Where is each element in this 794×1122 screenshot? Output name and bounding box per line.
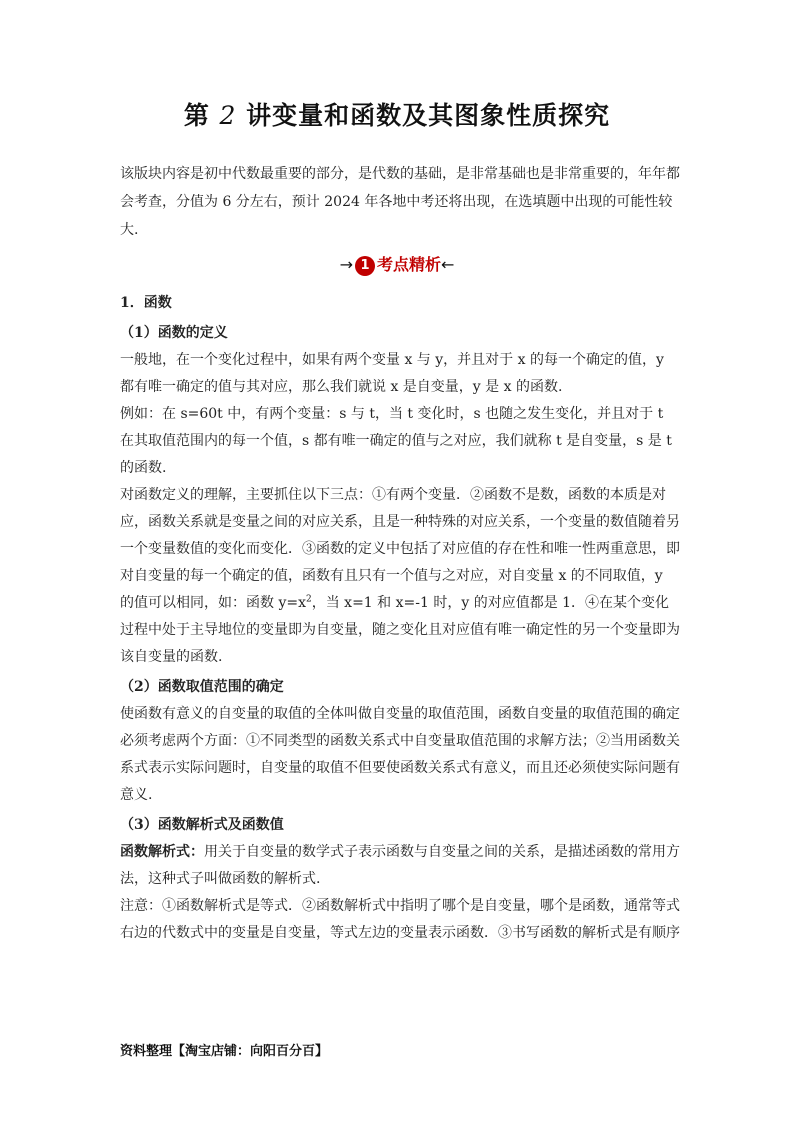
intro-paragraph: 该版块内容是初中代数最重要的部分，是代数的基础，是非常基础也是非常重要的，年年都会考查，分值为 6 分左右，预计 2024 年各地中考还将出现，在选填题中出现的可能性较大. bbox=[120, 166, 680, 238]
section-heading-function: 1．函数 bbox=[120, 295, 172, 311]
understanding-paragraph bbox=[120, 482, 680, 671]
banner-label: 考点精析 bbox=[376, 255, 441, 274]
title-number: 2 bbox=[219, 101, 237, 130]
expression-term: 函数解析式： bbox=[120, 844, 204, 860]
left-arrow-icon: ← bbox=[441, 255, 455, 274]
example-paragraph: 例如：在 s=60t 中，有两个变量：s 与 t，当 t 变化时，s 也随之发生变化，并且对于 t 在其取值范围内的每一个值，s 都有唯一确定的值与之对应，我们就称 t 是自变量，s 是 t 的函数. bbox=[120, 406, 672, 476]
title-suffix: 讲变量和函数及其图象性质探究 bbox=[246, 101, 611, 130]
right-arrow-icon: → bbox=[339, 255, 353, 274]
circle-number-badge: 1 bbox=[355, 256, 375, 276]
understanding-text-a: 对函数定义的理解，主要抓住以下三点：①有两个变量．②函数不是数，函数的本质是对应，函数关系就是变量之间的对应关系，且是一种特殊的对应关系，一个变量的数值随着另一个变量数值的变化而变化．③函数的定义中包括了对应值的存在性和唯一性两重意思，即对自变量的每一个确定的值，函数有且只有一个值与之对应，对自变量 x 的不同取值，y 的值可以相同，如：函数 y=x bbox=[120, 487, 680, 611]
page-title bbox=[0, 96, 794, 132]
title-prefix: 第 bbox=[183, 101, 210, 130]
expression-paragraph bbox=[120, 839, 680, 893]
understanding-text-b: ，当 x=1 和 x=-1 时，y 的对应值都是 1．④在某个变化过程中处于主导地位的变量即为自变量，随之变化且对应值有唯一确定性的另一个变量即为该自变量的函数. bbox=[120, 595, 680, 665]
section-banner bbox=[0, 252, 794, 276]
subheading-domain: （2）函数取值范围的确定 bbox=[120, 679, 284, 695]
subheading-definition: （1）函数的定义 bbox=[120, 325, 228, 341]
page-footer: 资料整理【淘宝店铺：向阳百分百】 bbox=[120, 1044, 329, 1059]
exponent-superscript: 2 bbox=[306, 594, 312, 605]
note-paragraph: 注意：①函数解析式是等式．②函数解析式中指明了哪个是自变量，哪个是函数，通常等式右边的代数式中的变量是自变量，等式左边的变量表示函数．③书写函数的解析式是有顺序 bbox=[120, 898, 680, 941]
main-content bbox=[120, 286, 680, 947]
definition-paragraph: 一般地，在一个变化过程中，如果有两个变量 x 与 y，并且对于 x 的每一个确定的值，y 都有唯一确定的值与其对应，那么我们就说 x 是自变量，y 是 x 的函数. bbox=[120, 352, 664, 395]
expression-text: 用关于自变量的数学式子表示函数与自变量之间的关系，是描述函数的常用方法，这种式子叫做函数的解析式. bbox=[120, 844, 680, 887]
subheading-expression: （3）函数解析式及函数值 bbox=[120, 817, 284, 833]
domain-paragraph: 使函数有意义的自变量的取值的全体叫做自变量的取值范围，函数自变量的取值范围的确定必须考虑两个方面：①不同类型的函数关系式中自变量取值范围的求解方法；②当用函数关系式表示实际问题时，自变量的取值不但要使函数关系式有意义，而且还必须使实际问题有意义. bbox=[120, 706, 680, 803]
